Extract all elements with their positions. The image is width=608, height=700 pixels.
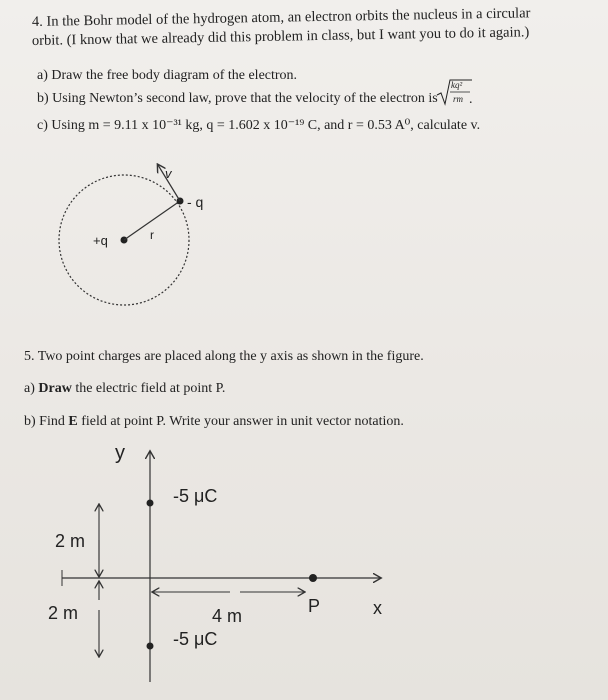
velocity-arrow: [158, 165, 180, 201]
upper-distance-label: 2 m: [55, 531, 86, 551]
velocity-label: v: [165, 166, 172, 181]
q5-part-b: b) Find E field at point P. Write your answer in unit vector notation.: [24, 414, 404, 429]
point-p-label: P: [308, 596, 321, 616]
q4-formula-period: .: [469, 92, 473, 107]
q4-text-line2: orbit. (I know that we already did this problem in class, but I want you to do it again.): [31, 24, 530, 49]
electron-label: - q: [187, 194, 204, 210]
q4-formula-denominator: rm: [453, 94, 464, 104]
top-charge-label: -5 μC: [173, 486, 218, 506]
q5-part-a: a) Draw the electric field at point P.: [24, 381, 226, 396]
point-p-dot: [309, 574, 317, 582]
x-axis-label: x: [373, 598, 382, 618]
top-charge-dot: [147, 500, 154, 507]
bottom-charge-dot: [147, 643, 154, 650]
lower-distance-label: 2 m: [48, 603, 79, 623]
bottom-charge-label: -5 μC: [173, 629, 218, 649]
q4-formula-numerator: kq²: [451, 80, 463, 90]
nucleus-label: +q: [93, 233, 108, 248]
q4-part-c: c) Using m = 9.11 x 10⁻³¹ kg, q = 1.602 x 10⁻¹⁹ C, and r = 0.53 A⁰, calculate v.: [37, 118, 481, 133]
q4-text-line1: 4. In the Bohr model of the hydrogen atom, an electron orbits the nucleus in a circular: [31, 5, 531, 30]
q4-part-b: b) Using Newton’s second law, prove that the velocity of the electron is: [37, 91, 438, 106]
radius-line: [124, 201, 180, 240]
radius-label: r: [150, 228, 154, 242]
q4-part-a: a) Draw the free body diagram of the electron.: [37, 68, 298, 83]
q5-title: 5. Two point charges are placed along the y axis as shown in the figure.: [24, 349, 424, 364]
horizontal-distance-label: 4 m: [212, 606, 243, 626]
y-axis-label: y: [115, 442, 125, 464]
